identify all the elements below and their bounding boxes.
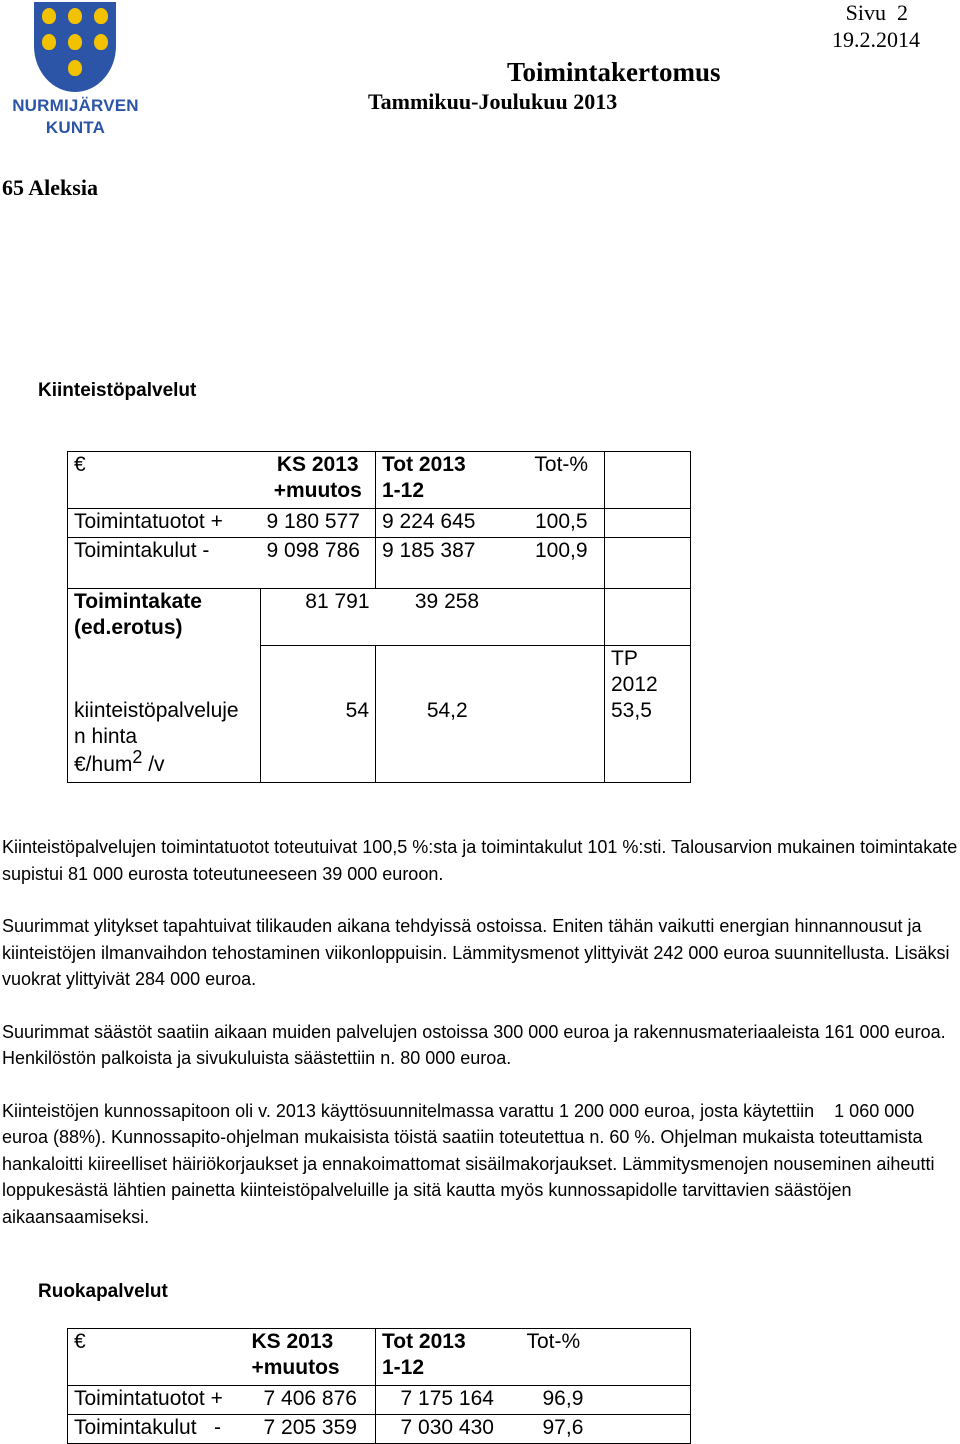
paragraph: Kiinteistöjen kunnossapitoon oli v. 2013 käyttösuunnitelmassa varattu 1 200 000 euroa, josta käytettiin 1 060 000 euroa (88%). Kunnossapito-ohjelman mukaisista töistä saatiin toteutettua n. 60 %. Ohjelman mukaista toteuttamista hankaloitti kiireelliset häiriökorjaukset ja ennakoimattomat sisäilmakorjaukset. Lämmitysmenojen nouseminen aiheutti loppukesästä lähtien painetta kiinteistöpalveluille ja sitä kautta myös kunnossapidolle tarvittavien säästöjen aikaansaamiseksi. — [2, 1100, 940, 1227]
empty-cell — [519, 698, 605, 783]
paragraph: Suurimmat säästöt saatiin aikaan muiden palvelujen ostoissa 300 000 euroa ja rakennusmateriaaleista 161 000 euroa. Henkilöstön palkoista ja sivukuluista säästettiin n. 80 000 euroa. — [2, 1021, 946, 1068]
empty-cell — [519, 645, 605, 698]
empty-cell — [519, 589, 605, 646]
tot-header-line2: 1-12 — [382, 479, 425, 502]
row-tot: 7 030 430 — [376, 1415, 519, 1444]
table-header-row — [68, 1329, 691, 1386]
hinta-unit-sup: 2 — [132, 746, 143, 767]
paragraph: Suurimmat ylitykset tapahtuivat tilikauden aikana tehdyissä ostoissa. Eniten tähän vaikutti energian hinnannousut ja kiinteistöjen ilmanvaihdon tehostaminen viikonloppuisin. Lämmitysmenot ylittyivät 242 000 euroa suunnitellusta. Lisäksi vuokrat ylittyivät 284 000 euroa. — [2, 916, 950, 989]
row-pct: 100,5 — [519, 509, 605, 538]
row-ks: 9 098 786 — [261, 538, 376, 589]
empty-cell — [261, 645, 376, 698]
coat-head-icon — [68, 34, 82, 50]
ruoka-heading: Ruokapalvelut — [38, 1281, 168, 1302]
report-period: Tammikuu-Joulukuu 2013 — [368, 89, 618, 114]
toimintakate-label-line2: (ed.erotus) — [74, 616, 183, 639]
toimintakate-ks: 81 791 — [261, 589, 376, 646]
logo-text-line2: KUNTA — [45, 118, 106, 137]
row-ks: 9 180 577 — [261, 509, 376, 538]
hinta-label-line1: kiinteistöpalveluje — [74, 698, 239, 722]
row-label: Toimintatuotot + — [68, 1386, 246, 1415]
hinta-tp: 53,5 — [605, 698, 691, 783]
toimintakate-label-line1: Toimintakate — [74, 590, 202, 613]
coat-of-arms-shield — [34, 2, 116, 92]
section-title: 65 Aleksia — [2, 175, 98, 200]
tp-header-line1: TP — [611, 646, 638, 670]
document-title: Toimintakertomus — [507, 57, 721, 87]
municipality-logo — [8, 2, 143, 142]
table-row — [68, 538, 691, 589]
kiinteisto-finance-table — [67, 451, 691, 783]
row-tot: 7 175 164 — [376, 1386, 519, 1415]
row-label: Toimintakulut - — [68, 1415, 246, 1444]
empty-cell — [68, 645, 261, 698]
kiinteisto-text — [2, 834, 960, 1230]
row-ks: 7 205 359 — [246, 1415, 376, 1444]
tot-header-line1: Tot 2013 — [382, 453, 466, 476]
tp-header-line2: 2012 — [611, 672, 658, 696]
tot-header-line1: Tot 2013 — [382, 1330, 466, 1353]
empty-cell — [605, 509, 691, 538]
empty-cell — [605, 452, 691, 509]
hinta-unit-prefix: €/hum — [74, 752, 133, 776]
row-pct: 97,6 — [519, 1415, 691, 1444]
currency-cell: € — [68, 1329, 246, 1386]
toimintakate-tot: 39 258 — [376, 589, 519, 646]
row-ks: 7 406 876 — [246, 1386, 376, 1415]
ks-header-line1: KS 2013 — [276, 453, 359, 476]
row-label: Toimintatuotot + — [68, 509, 261, 538]
table-row-tp — [68, 645, 691, 698]
currency-cell: € — [68, 452, 261, 509]
row-pct: 96,9 — [519, 1386, 691, 1415]
pct-header: Tot-% — [519, 452, 605, 509]
logo-text-line1: NURMIJÄRVEN — [12, 96, 139, 115]
coat-head-icon — [94, 34, 108, 50]
ks-header-line2: +muutos — [273, 479, 362, 502]
kiinteisto-heading: Kiinteistöpalvelut — [38, 380, 197, 401]
row-label: Toimintakulut - — [68, 538, 261, 589]
ks-header-line1: KS 2013 — [251, 1330, 334, 1353]
coat-head-icon — [42, 8, 56, 24]
coat-head-icon — [94, 8, 108, 24]
row-tot: 9 224 645 — [376, 509, 519, 538]
hinta-unit-suffix: /v — [142, 752, 165, 776]
empty-cell — [605, 589, 691, 646]
tot-header — [376, 452, 519, 509]
empty-cell — [605, 538, 691, 589]
hinta-label — [68, 698, 261, 783]
hinta-label-line2: n hinta — [74, 724, 138, 748]
ruoka-finance-table — [67, 1328, 691, 1444]
empty-cell — [376, 645, 519, 698]
tot-header-line2: 1-12 — [382, 1356, 425, 1379]
tot-header — [376, 1329, 519, 1386]
table-row-toimintakate — [68, 589, 691, 646]
table-row — [68, 1386, 691, 1415]
toimintakate-label — [68, 589, 261, 646]
paragraph: Kiinteistöpalvelujen toimintatuotot toteutuivat 100,5 %:sta ja toimintakulut 101 %:sti. Talousarvion mukainen toimintakate supistui 81 000 eurosta toteutuneeseen 39 000 euroon. — [2, 837, 958, 884]
tp-header — [605, 645, 691, 698]
report-date: 19.2.2014 — [832, 27, 920, 52]
hinta-tot: 54,2 — [376, 698, 519, 783]
page-number: Sivu 2 — [845, 0, 908, 25]
ks-header — [246, 1329, 376, 1386]
table-row-hinta — [68, 698, 691, 783]
pct-header: Tot-% — [519, 1329, 691, 1386]
row-pct: 100,9 — [519, 538, 605, 589]
ks-header — [261, 452, 376, 509]
hinta-ks: 54 — [261, 698, 376, 783]
row-tot: 9 185 387 — [376, 538, 519, 589]
coat-head-icon — [68, 8, 82, 24]
table-header-row — [68, 452, 691, 509]
hinta-unit — [74, 746, 254, 778]
coat-head-icon — [42, 34, 56, 50]
table-row — [68, 1415, 691, 1444]
coat-head-icon — [68, 60, 82, 76]
ks-header-line2: +muutos — [251, 1356, 340, 1379]
table-row — [68, 509, 691, 538]
